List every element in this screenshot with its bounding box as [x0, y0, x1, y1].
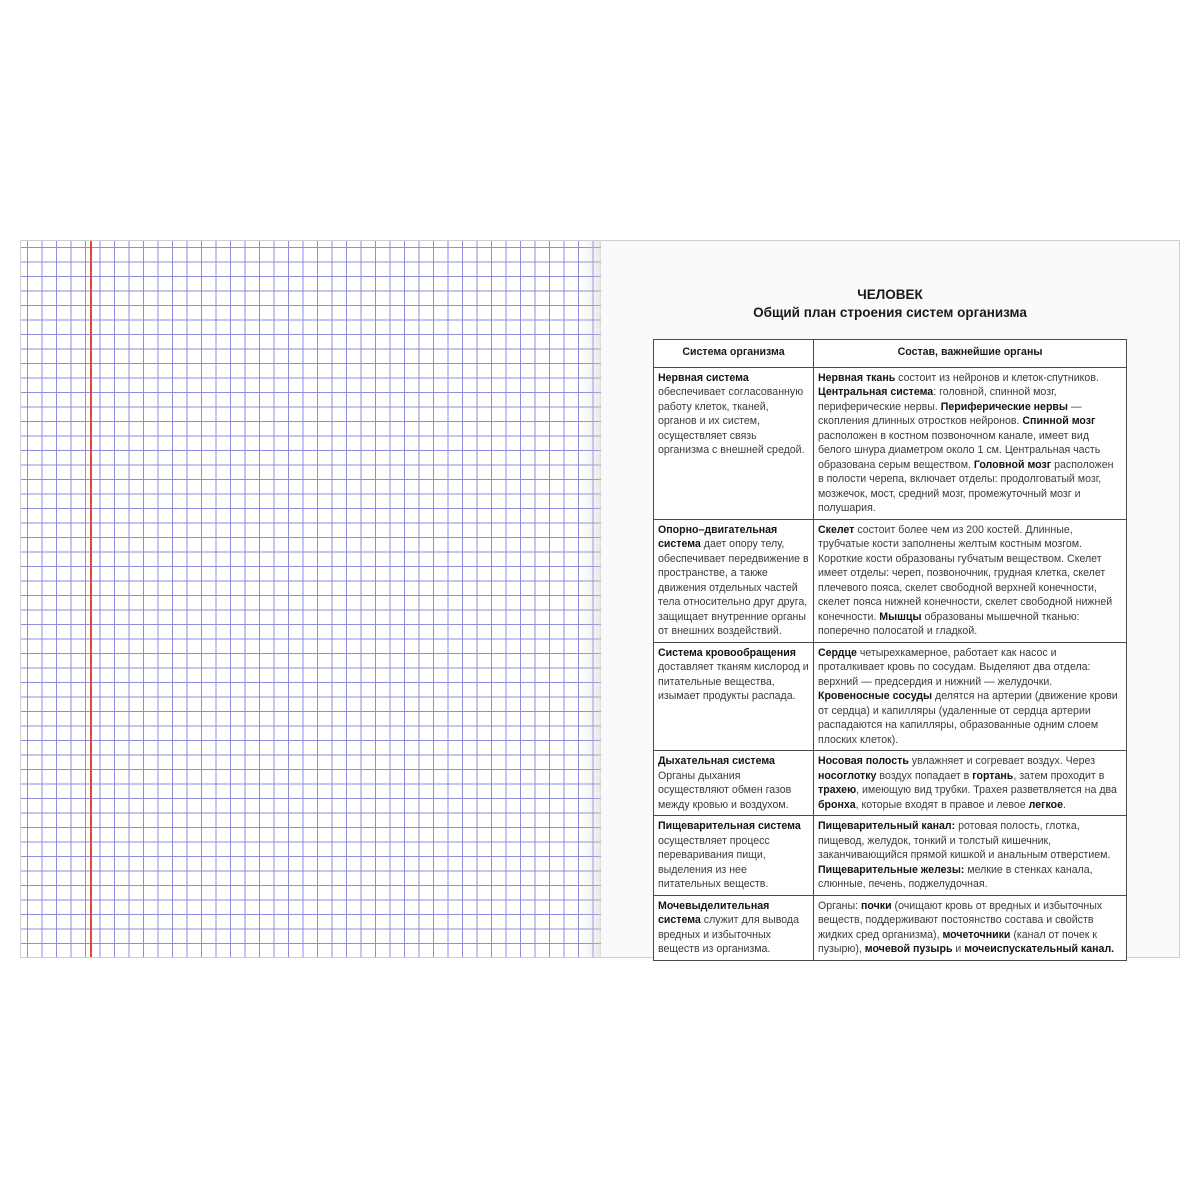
system-cell [654, 895, 814, 960]
composition-text: , имеющую вид трубки. Трахея разветвляется на два [856, 784, 1117, 796]
table-row [654, 751, 1127, 816]
composition-cell [814, 895, 1127, 960]
composition-text: (очищают кровь от вредных и избыточных веществ, поддерживают постоянство состава и свойств жидких сред организма), [818, 899, 1103, 941]
organ-term: Пищеварительный канал: [818, 820, 956, 832]
composition-text: мелкие в стенках канала, слюнные, печень, поджелудочная. [818, 863, 1093, 890]
system-description: Органы дыхания осуществляют обмен газов между кровью и воздухом. [658, 769, 792, 811]
organ-term: Центральная система [818, 386, 934, 398]
system-name: Опорно–двигательная система [658, 523, 778, 550]
organ-term: трахею [818, 784, 857, 796]
organ-term: гортань [972, 769, 1014, 782]
table-header-row [654, 340, 1127, 368]
organ-term: Сердце [818, 646, 857, 659]
system-description: обеспечивает согласованную работу клеток, тканей, органов и их систем, осуществляет связь организма с внешней средой. [658, 386, 805, 456]
organ-term: легкое [1028, 798, 1064, 811]
organ-term: почки [861, 899, 892, 912]
composition-text: и [952, 943, 965, 955]
composition-text: образованы мышечной тканью: поперечно полосатой и гладкой. [818, 610, 1080, 637]
organ-term: бронха [818, 798, 856, 811]
composition-cell [814, 519, 1127, 642]
table-row [654, 642, 1127, 751]
notebook-spread [20, 240, 1180, 958]
organ-term: Скелет [818, 523, 855, 536]
system-description: осуществляет процесс переваривания пищи, выделения из нее питательных веществ. [658, 834, 770, 890]
composition-text: , которые входят в правое и левое [855, 798, 1029, 811]
organ-term: носоглотку [818, 769, 877, 782]
table-row [654, 519, 1127, 642]
composition-cell [814, 751, 1127, 816]
composition-cell [814, 367, 1127, 519]
organ-term: мочевой пузырь [864, 943, 953, 955]
column-header-composition: Состав, важнейшие органы [814, 340, 1127, 368]
grid-page [21, 241, 601, 957]
composition-text: состоит более чем из 200 костей. Длинные, трубчатые кости заполнены желтым костным мозгом. Короткие кости образованы губчатым веществом. Скелет имеет отделы: череп, позвоночник, грудная клетка, скелет плечевого пояса, скелет свободной верхней конечности, скелет пояса нижней конечности, скелет свободной нижней конечности. [818, 523, 1113, 623]
system-name: Мочевыделительная система [658, 899, 770, 926]
organ-term: Спинной мозг [1022, 415, 1096, 427]
system-description: служит для вывода вредных и избыточных веществ из организма. [658, 914, 799, 955]
organ-term: мочеточники [942, 928, 1011, 941]
composition-text: : головной, спинной мозг, периферические нервы. [818, 386, 1057, 413]
reference-page [601, 241, 1179, 957]
composition-text: (канал от почек к пузырю), [818, 928, 1098, 955]
organ-term: Кровеносные сосуды [818, 690, 933, 702]
composition-text: — скопления длинных отростков нейронов. [818, 400, 1082, 427]
table-row [654, 367, 1127, 519]
composition-text: Органы: [818, 899, 862, 912]
composition-text: увлажняет и согревает воздух. Через [908, 755, 1096, 767]
organ-term: Мышцы [879, 610, 922, 623]
system-name: Дыхательная система [658, 755, 775, 767]
organ-term: Носовая полость [818, 755, 909, 767]
organ-term: Нервная ткань [818, 371, 896, 384]
system-cell [654, 816, 814, 896]
page-subtitle: Общий план строения систем организма [753, 305, 1027, 320]
composition-text: воздух попадает в [876, 769, 973, 782]
composition-text: делятся на артерии (движение крови от сердца) и капилляры (удаленные от сердца артерии распадаются на капилляры, образованные одним слоем плоских клеток). [818, 690, 1118, 746]
page-title: ЧЕЛОВЕК [857, 287, 923, 302]
system-cell [654, 367, 814, 519]
composition-text: , затем проходит в [1013, 769, 1105, 782]
composition-text: . [1063, 798, 1066, 811]
table-row [654, 895, 1127, 960]
system-description: дает опору телу, обеспечивает передвижение в пространстве, а также движения отдельных частей тела относительно друг друга, защищает внутренние органы от внешних воздействий. [658, 538, 809, 637]
organ-term: Пищеварительные железы: [818, 863, 965, 876]
composition-text: ротовая полость, глотка, пищевод, желудок, тонкий и толстый кишечник, заканчивающийся прямой кишкой и анальным отверстием. [818, 820, 1111, 861]
system-name: Нервная система [658, 371, 749, 384]
system-description: доставляет тканям кислород и питательные вещества, изымает продукты распада. [658, 661, 809, 702]
organism-systems-table [653, 339, 1127, 961]
column-header-system: Система организма [654, 340, 814, 368]
table-row [654, 816, 1127, 896]
composition-cell [814, 642, 1127, 751]
composition-text: состоит из нейронов и клеток-спутников. [895, 371, 1099, 384]
organ-term: Головной мозг [973, 458, 1052, 471]
system-name: Система кровообращения [658, 646, 796, 659]
system-cell [654, 751, 814, 816]
composition-text: четырехкамерное, работает как насос и проталкивает кровь по сосудам. Выделяют два отдела: верхний — предсердия и нижний — желудочки. [818, 646, 1091, 688]
organ-term: мочеиспускательный канал. [964, 943, 1115, 955]
composition-text: расположен в полости черепа, включает отделы: продолговатый мозг, мозжечок, мост, средний мозг, промежуточный мозг и полушария. [818, 458, 1114, 514]
organ-term: Периферические нервы [940, 400, 1068, 413]
system-name: Пищеварительная система [658, 820, 801, 832]
composition-text: расположен в костном позвоночном канале, имеет вид белого шнура диаметром около 1 см. Центральная часть образована серым веществом. [818, 429, 1101, 471]
system-cell [654, 642, 814, 751]
system-cell [654, 519, 814, 642]
composition-cell [814, 816, 1127, 896]
margin-line [90, 241, 92, 957]
